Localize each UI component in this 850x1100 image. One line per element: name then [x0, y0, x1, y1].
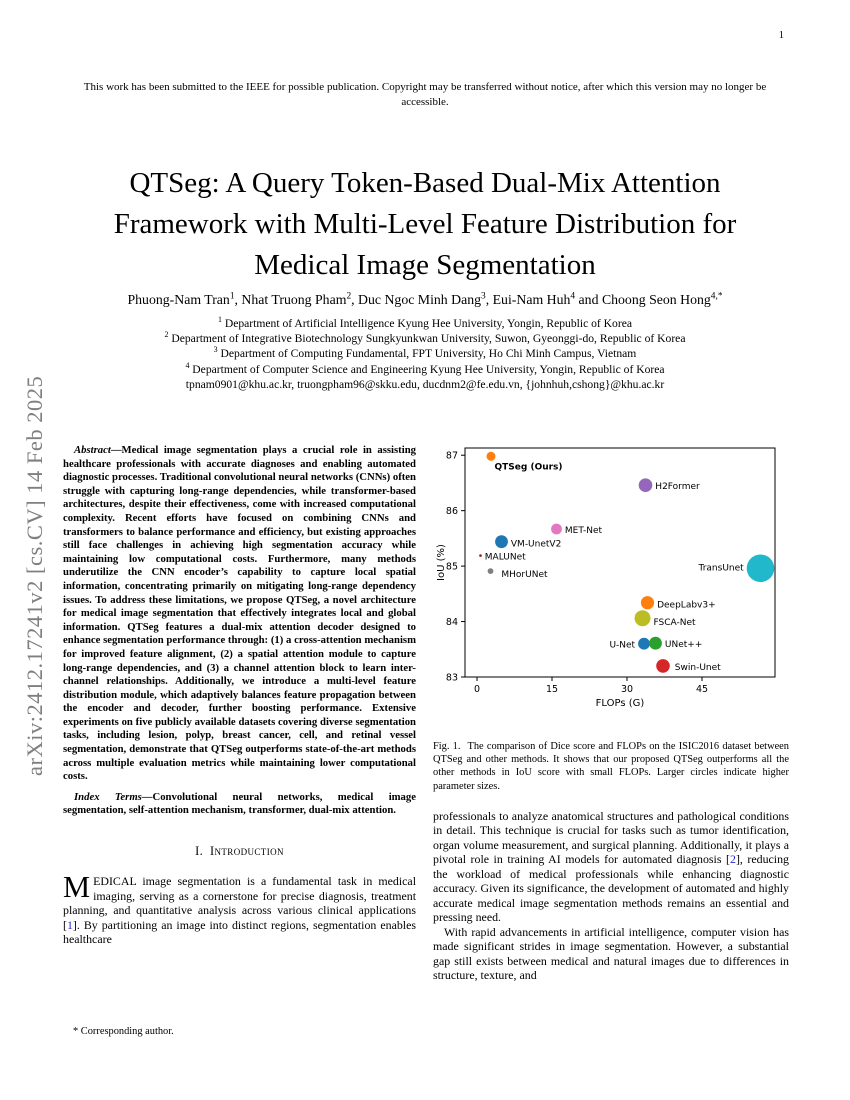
chart-point-label: FSCA-Net [653, 618, 696, 629]
affiliation-line: $^1$ Department of Artificial Intelligence Kyung Hee University, Yongin, Republic of Korea [217, 315, 632, 330]
chart-point-label: TransUnet [698, 563, 744, 574]
page-number: 1 [778, 30, 784, 41]
abstract-label: Abstract [74, 444, 111, 456]
x-axis-label: FLOPs (G) [595, 698, 645, 709]
right-column [433, 441, 789, 983]
x-tick-label: 0 [473, 684, 481, 695]
intro-text: EDICAL image segmentation is a fundamental task in medical imaging, serving as a cornerstone for precise diagnosis, treatment planning, and quantitative analysis across various clinical applications [1]. By partitioning an image into distinct regions, segmentation enables healthcare [63, 874, 416, 947]
section-heading-introduction [63, 844, 416, 859]
chart-point-label: H2Former [655, 482, 700, 493]
intro-paragraph [63, 870, 416, 947]
affiliation-line: $^2$ Department of Integrative Biotechnology Sungkyunkwan University, Suwon, Gyeonggi-do, Republic of Korea [164, 330, 686, 346]
x-tick-label: 45 [695, 684, 709, 695]
left-column [63, 444, 416, 947]
chart-point-label: UNet++ [664, 640, 703, 651]
affiliation-line: $^3$ Department of Computing Fundamental, FPT University, Ho Chi Minh Campus, Vietnam [213, 345, 637, 361]
dropcap-letter: M [63, 870, 91, 905]
chart-point [639, 478, 653, 492]
figure-caption-label: Fig. 1. [433, 741, 461, 752]
affiliation-sup: 2 [164, 330, 169, 340]
y-tick-label: 85 [445, 561, 458, 573]
submission-notice: This work has been submitted to the IEEE for possible publication. Copyright may be transferred without notice, after which this version may no longer be accessible. [83, 81, 767, 108]
abstract-paragraph [63, 444, 416, 784]
author-affiliation-sup: 4,* [710, 291, 723, 302]
affiliation-line: $^4$ Department of Computer Science and Engineering Kyung Hee University, Yongin, Republic of Korea [185, 360, 665, 376]
text-run: , reducing the workload of medical professionals while enhancing diagnostic accuracy. Given its significance, the development of automated and highly accurate medical image segmentation methods remains an essential and pressing need. [433, 852, 790, 925]
chart-point [649, 637, 662, 650]
y-tick-label: 87 [445, 450, 458, 462]
text-run: EDICAL image segmentation is a fundamental task in medical imaging, serving as a cornerstone for precise diagnosis, treatment planning, and quantitative analysis across various clinical applications [63, 874, 416, 918]
author-name: Choong Seon Hong [601, 292, 711, 307]
chart-point [551, 524, 562, 535]
chart-point [488, 568, 494, 574]
paper-title: QTSeg: A Query Token-Based Dual-Mix Attention Framework with Multi-Level Feature Distribution for Medical Image Segmentation [113, 167, 737, 281]
author-name: Nhat Truong Pham [241, 292, 347, 307]
section-title: Introduction [210, 844, 284, 859]
author-affiliation-sup: 4 [570, 291, 576, 302]
author-affiliation-sup: 3 [481, 291, 486, 302]
chart-point-label: MHorUNet [501, 570, 548, 581]
chart-point-label: DeepLabv3+ [657, 600, 716, 611]
paragraph: professionals to analyze anatomical structures and pathological conditions in detail. This technique is crucial for tasks such as tumor identification, organ volume measurement, and surgical planning. Additionally, it plays a pivotal role in training AI models for automated diagnosis [2], reducing the workload of medical professionals while enhancing diagnostic accuracy. Given its significance, the development of automated and highly accurate medical image segmentation methods remains an essential and pressing need. [433, 808, 790, 925]
affiliation-sup: 4 [185, 360, 190, 370]
chart-point [635, 610, 651, 626]
body-text [433, 809, 789, 983]
chart-point-label: MALUNet [484, 552, 526, 563]
x-tick-label: 15 [545, 684, 559, 695]
chart-point [656, 659, 670, 673]
chart-point-label: QTSeg (Ours) [494, 462, 563, 473]
chart-point-label: U-Net [609, 640, 636, 651]
author-affiliation-sup: 1 [229, 291, 235, 302]
fig1-scatter-chart [433, 443, 787, 715]
abstract-text: —Medical image segmentation plays a crucial role in assisting healthcare professionals with accurate diagnoses and enabling automated diagnostic processes. Traditional convolutional neural networks (CNNs) often struggle with capturing long-range dependencies, while transformer-based architectures, despite their effectiveness, come with increased computational complexity. Recent efforts have focused on combining CNNs and transformers to balance performance and efficiency, but existing approaches still face challenges in achieving high segmentation accuracy while maintaining low computational costs. Furthermore, many methods underutilize the CNN encoder’s capability to capture local spatial information, concentrating primarily on mitigating long-range dependency issues. To address these limitations, we propose QTSeg, a novel architecture for medical image segmentation that effectively integrates local and global information. QTSeg features a dual-mix attention decoder designed to enhance segmentation performance through: (1) a cross-attention mechanism for improved feature alignment, (2) a spatial attention module to capture long-range dependencies, and (3) a channel attention block to learn inter-channel relationships. Additionally, we introduce a multi-level feature distribution module, which adaptively balances feature propagation between the encoder and decoder, further boosting performance. Extensive experiments on five publicly available datasets covering diverse segmentation tasks, including lesion, polyp, breast cancer, cell, and retinal vessel segmentation, demonstrate that QTSeg outperforms state-of-the-art methods across multiple evaluation metrics while maintaining lower computational costs. [63, 444, 416, 783]
text-run: . By partitioning an image into distinct regions, segmentation enables healthcare [63, 917, 416, 947]
index-terms-label: Index Terms [74, 790, 142, 803]
chart-point [641, 596, 654, 609]
affiliation-list [63, 316, 787, 377]
citation-link[interactable]: 1 [66, 917, 73, 932]
figure-caption [433, 740, 789, 793]
arxiv-stamp: arXiv:2412.17241v2 [cs.CV] 14 Feb 2025 [22, 375, 47, 776]
index-terms-text: —Convolutional neural networks, medical image segmentation, self-attention mechanism, transformer, dual-mix attention. [63, 790, 416, 817]
chart-point [747, 555, 775, 583]
y-axis-label: IoU (%) [436, 544, 447, 581]
paragraph [433, 925, 789, 983]
corresponding-author-footnote: * Corresponding author. [73, 1026, 174, 1037]
section-number: I. [195, 844, 204, 859]
text-run: With rapid advancements in artificial intelligence, computer vision has made significant strides in image segmentation. However, a substantial gap still exists between medical and natural images due to differences in structure, texture, and [433, 924, 789, 983]
author-line: Phuong-Nam Tran$^1$, Nhat Truong Pham$^2$, Duc Ngoc Minh Dang$^3$, Eui-Nam Huh$^4$ and Choong Seon Hong$^{4,*}$ [127, 291, 723, 307]
affiliation-sup: 1 [217, 315, 222, 325]
chart-point [638, 638, 650, 650]
citation-link[interactable]: 2 [729, 852, 736, 867]
y-tick-label: 86 [445, 506, 458, 518]
index-terms-paragraph [63, 791, 416, 818]
email-line: tpnam0901@khu.ac.kr, truongpham96@skku.edu, ducdnm2@fe.edu.vn, {johnhuh,cshong}@khu.ac.kr [185, 378, 665, 391]
affiliation-sup: 3 [213, 345, 218, 355]
author-name: Duc Ngoc Minh Dang [358, 292, 482, 307]
chart-point-label: Swin-Unet [674, 662, 721, 673]
text-run: professionals to analyze anatomical structures and pathological conditions in detail. This technique is crucial for tasks such as tumor identification, organ volume measurement, and surgical planning. Additionally, it plays a pivotal role in training AI models for automated diagnosis [433, 808, 789, 867]
author-name: Eui-Nam Huh [492, 292, 571, 307]
figure-caption-text: The comparison of Dice score and FLOPs on the ISIC2016 dataset between QTSeg and other methods. It shows that our proposed QTSeg outperforms all the other methods in IoU score with small FLOPs. Larger circles indicate higher parameter sizes. [433, 741, 789, 792]
y-tick-label: 84 [445, 617, 458, 629]
chart-point [479, 554, 482, 557]
chart-point [487, 452, 496, 461]
author-name: Phuong-Nam Tran [127, 292, 230, 307]
chart-point-label: MET-Net [564, 526, 603, 536]
chart-point-label: VM-UnetV2 [510, 539, 562, 550]
author-affiliation-sup: 2 [346, 291, 352, 302]
y-tick-label: 83 [445, 672, 458, 684]
x-tick-label: 30 [620, 684, 634, 695]
chart-point [495, 535, 508, 548]
